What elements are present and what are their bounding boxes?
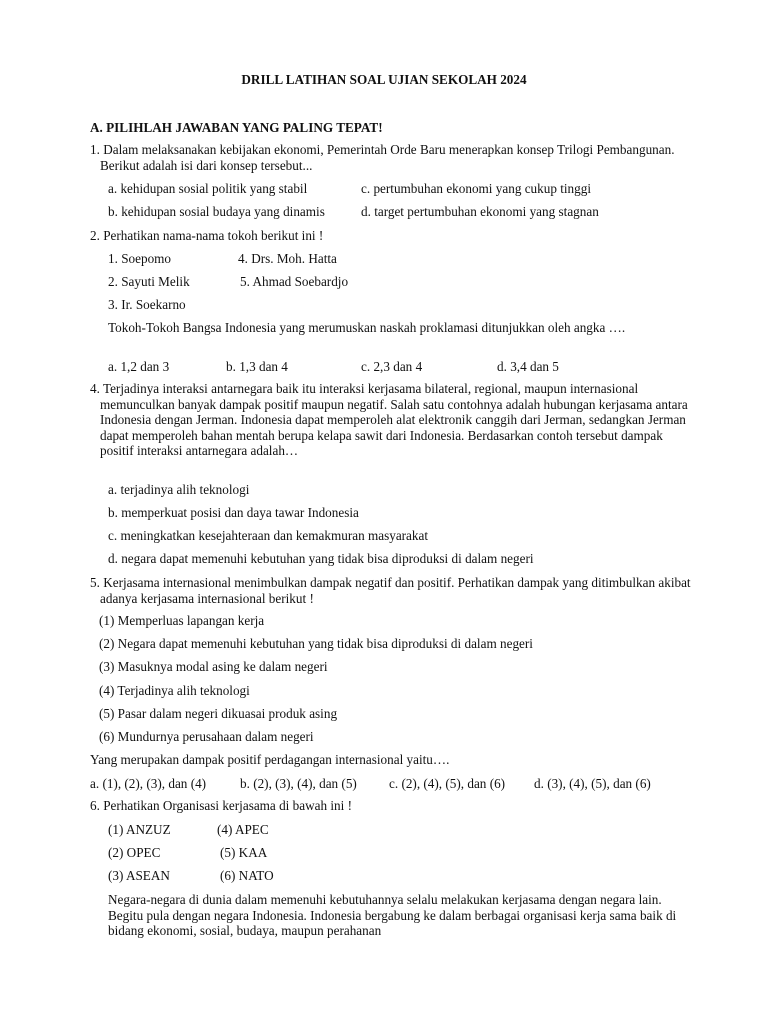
q5-item-5: (5) Pasar dalam negeri dikuasai produk asing (99, 706, 338, 721)
q4-option-a: a. terjadinya alih teknologi (108, 482, 250, 497)
q2-figure-5: 5. Ahmad Soebardjo (240, 274, 349, 289)
q2-figure-3: 3. Ir. Soekarno (108, 297, 186, 312)
q2-option-d: d. 3,4 dan 5 (497, 359, 559, 374)
q6-org-1: (1) ANZUZ (108, 822, 171, 837)
q6-org-4: (4) APEC (217, 822, 269, 837)
q5-item-2: (2) Negara dapat memenuhi kebutuhan yang tidak bisa diproduksi di dalam negeri (99, 636, 533, 651)
question-1-stem: 1. Dalam melaksanakan kebijakan ekonomi, Pemerintah Orde Baru menerapkan konsep Trilogi Pembangunan. Berikut adalah isi dari konsep tersebut... (90, 142, 675, 173)
q5-option-b: b. (2), (3), (4), dan (5) (240, 776, 357, 791)
q6-paragraph: Negara-negara di dunia dalam memenuhi kebutuhannya selalu melakukan kerjasama dengan negara lain. Begitu pula dengan negara Indonesia. Indonesia bergabung ke dalam berbagai organisasi kerja sama baik di bidang ekonomi, sosial, budaya, maupun perahanan (108, 892, 677, 938)
q1-option-c: c. pertumbuhan ekonomi yang cukup tinggi (361, 181, 592, 196)
document-title: DRILL LATIHAN SOAL UJIAN SEKOLAH 2024 (241, 72, 527, 87)
q2-figure-4: 4. Drs. Moh. Hatta (238, 251, 337, 266)
q2-option-c: c. 2,3 dan 4 (361, 359, 423, 374)
question-4-stem: 4. Terjadinya interaksi antarnegara baik itu interaksi kerjasama bilateral, regional, maupun internasional memunculkan banyak dampak positif maupun negatif. Salah satu contohnya adalah hubungan kerjasama antara Indonesia dengan Jerman. Indonesia dapat memperoleh alat elektronik canggih dari Jerman, sedangkan Jerman dapat memperoleh bahan mentah berupa kelapa sawit dari Indonesia. Berdasarkan contoh tersebut dampak positif interaksi antarnegara adalah… (90, 381, 688, 458)
q5-item-3: (3) Masuknya modal asing ke dalam negeri (99, 659, 328, 674)
q6-org-3: (3) ASEAN (108, 868, 170, 883)
q6-org-5: (5) KAA (220, 845, 268, 860)
q5-item-6: (6) Mundurnya perusahaan dalam negeri (99, 729, 314, 744)
q2-question: Tokoh-Tokoh Bangsa Indonesia yang merumuskan naskah proklamasi ditunjukkan oleh angka …. (108, 320, 626, 335)
q2-option-b: b. 1,3 dan 4 (226, 359, 288, 374)
q1-option-b: b. kehidupan sosial budaya yang dinamis (108, 204, 325, 219)
q5-item-1: (1) Memperluas lapangan kerja (99, 613, 265, 628)
section-a-heading: A. PILIHLAH JAWABAN YANG PALING TEPAT! (90, 120, 383, 135)
q1-option-d: d. target pertumbuhan ekonomi yang stagnan (361, 204, 599, 219)
q2-figure-1: 1. Soepomo (108, 251, 172, 266)
q5-option-a: a. (1), (2), (3), dan (4) (90, 776, 207, 791)
q5-option-d: d. (3), (4), (5), dan (6) (534, 776, 651, 791)
q5-option-c: c. (2), (4), (5), dan (6) (389, 776, 506, 791)
q4-option-c: c. meningkatkan kesejahteraan dan kemakmuran masyarakat (108, 528, 429, 543)
q2-option-a: a. 1,2 dan 3 (108, 359, 170, 374)
q5-question: Yang merupakan dampak positif perdagangan internasional yaitu…. (90, 752, 450, 767)
q4-option-b: b. memperkuat posisi dan daya tawar Indonesia (108, 505, 359, 520)
question-5-stem: 5. Kerjasama internasional menimbulkan dampak negatif dan positif. Perhatikan dampak yang ditimbulkan akibat adanya kerjasama internasional berikut ! (90, 575, 691, 606)
question-2-stem: 2. Perhatikan nama-nama tokoh berikut ini ! (90, 228, 324, 243)
q2-figure-2: 2. Sayuti Melik (108, 274, 190, 289)
q4-option-d: d. negara dapat memenuhi kebutuhan yang tidak bisa diproduksi di dalam negeri (108, 551, 534, 566)
q6-org-2: (2) OPEC (108, 845, 161, 860)
question-6-stem: 6. Perhatikan Organisasi kerjasama di bawah ini ! (90, 798, 352, 813)
q1-option-a: a. kehidupan sosial politik yang stabil (108, 181, 308, 196)
q6-org-6: (6) NATO (220, 868, 274, 883)
q5-item-4: (4) Terjadinya alih teknologi (99, 683, 250, 698)
